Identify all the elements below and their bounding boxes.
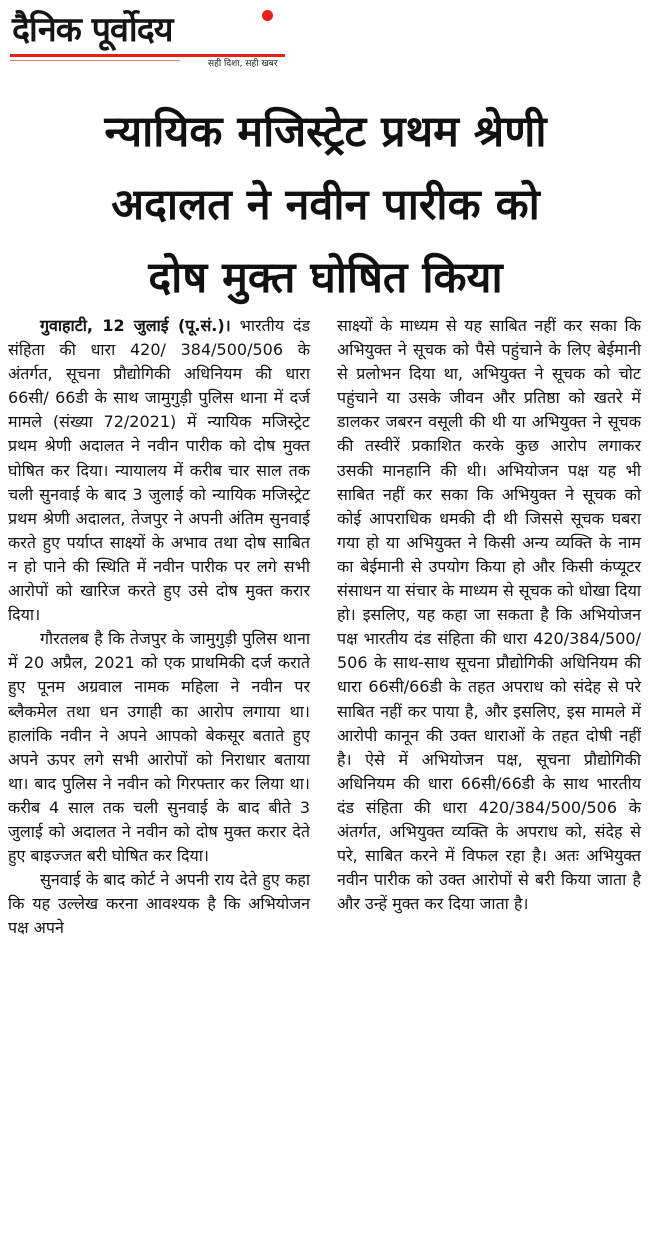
- article-paragraph: सुनवाई के बाद कोर्ट ने अपनी राय देते हुए कहा कि यह उल्लेख करना आवश्यक है कि अभियोजन पक्ष अपने: [8, 870, 310, 938]
- masthead-rule: [10, 54, 285, 57]
- headline-line-3: दोष मुक्त घोषित किया: [148, 253, 503, 303]
- article-column-right: [337, 314, 641, 916]
- article-paragraph: साक्ष्यों के माध्यम से यह साबित नहीं कर सका कि अभियुक्त ने सूचक को पैसे पहुंचाने के लिए बेईमानी से प्रलोभन दिया था, अभियुक्त ने सूचक को चोट पहुंचाने या उसके जीवन और प्रतिष्ठा को खतरे में डालकर जबरन वसूली की थी या अभियुक्त ने सूचक की तस्वीरें प्रकाशित करके कुछ आरोप लगाकर उसकी मानहानि की थी। अभियोजन पक्ष यह भी साबित नहीं कर सका कि अभियुक्त ने सूचक को कोई आपराधिक धमकी दी थी जिससे सूचक घबरा गया हो या अभियुक्त ने किसी अन्य व्यक्ति के नाम का बेईमानी से उपयोग किया हो और किसी कंप्यूटर संसाधन या संचार के माध्यम से सूचक को धोखा दिया हो। इसलिए, यह कहा जा सकता है कि अभियोजन पक्ष भारतीय दंड संहिता की धारा 420/384/500/ 506 के साथ-साथ सूचना प्रौद्योगिकी अधिनियम की धारा 66सी/66डी के तहत अपराध को संदेह से परे साबित नहीं कर पाया है, और इसलिए, इस मामले में आरोपी कानून की उक्त धाराओं के तहत दोषी नहीं है। ऐसे में अभियोजन पक्ष, सूचना प्रौद्योगिकी अधिनियम की धारा 66सी/66डी के साथ भारतीय दंड संहिता की धारा 420/384/500/506 के अंतर्गत, अभियुक्त व्यक्ति के अपराध को, संदेह से परे, साबित करने में विफल रहा है। अतः अभियुक्त नवीन पारीक को उक्त आरोपों से बरी किया जाता है और उन्हें मुक्त कर दिया जाता है।: [337, 316, 642, 914]
- paragraph-text: भारतीय दंड संहिता की धारा 420/ 384/500/506 के अंतर्गत, सूचना प्रौद्योगिकी अधिनियम की धारा 66सी/ 66डी के साथ जामुगुड़ी पुलिस थाना में दर्ज मामले (संख्या 72/2021) में न्यायिक मजिस्ट्रेट प्रथम श्रेणी अदालत ने नवीन पारीक को दोष मुक्त घोषित कर दिया। न्यायालय में करीब चार साल तक चली सुनवाई के बाद 3 जुलाई को न्यायिक मजिस्ट्रेट प्रथम श्रेणी अदालत, तेजपुर ने अपनी अंतिम सुनवाई करते हुए पर्याप्त साक्ष्यों के अभाव तथा दोष साबित न हो पाने की स्थिति में नवीन पारीक पर लगे सभी आरोपों को खारिज करते हुए उसे दोष मुक्त करार दिया।: [8, 316, 311, 625]
- article-headline: [0, 96, 651, 315]
- dateline: गुवाहाटी, 12 जुलाई (पू.सं.)।: [40, 316, 231, 335]
- article-paragraph: [8, 314, 310, 627]
- newspaper-masthead: [10, 8, 285, 72]
- newspaper-title: दैनिक पूर्वोदय: [12, 10, 173, 50]
- masthead-rule-thin: [10, 60, 180, 61]
- article-paragraph: गौरतलब है कि तेजपुर के जामुगुड़ी पुलिस थाना में 20 अप्रैल, 2021 को एक प्राथमिकी दर्ज कराते हुए पूनम अग्रवाल नामक महिला ने नवीन पर ब्लैकमेल तथा धन उगाही का आरोप लगाया था। हालांकि नवीन ने अपने आपको बेकसूर बताते हुए अपने ऊपर लगे सभी आरोपों को निराधार बताया था। बाद पुलिस ने नवीन को गिरफ्तार कर लिया था। करीब 4 साल तक चली सुनवाई के बाद बीते 3 जुलाई को अदालत ने नवीन को दोष मुक्त करार देते हुए बाइज्जत बरी घोषित कर दिया।: [8, 629, 310, 866]
- masthead-red-dot: [262, 10, 273, 21]
- headline-line-1: न्यायिक मजिस्ट्रेट प्रथम श्रेणी: [104, 107, 547, 157]
- article-column-left: [8, 314, 310, 940]
- headline-line-2: अदालत ने नवीन पारीक को: [111, 180, 540, 230]
- masthead-tagline: सही दिशा, सही खबर: [208, 59, 278, 69]
